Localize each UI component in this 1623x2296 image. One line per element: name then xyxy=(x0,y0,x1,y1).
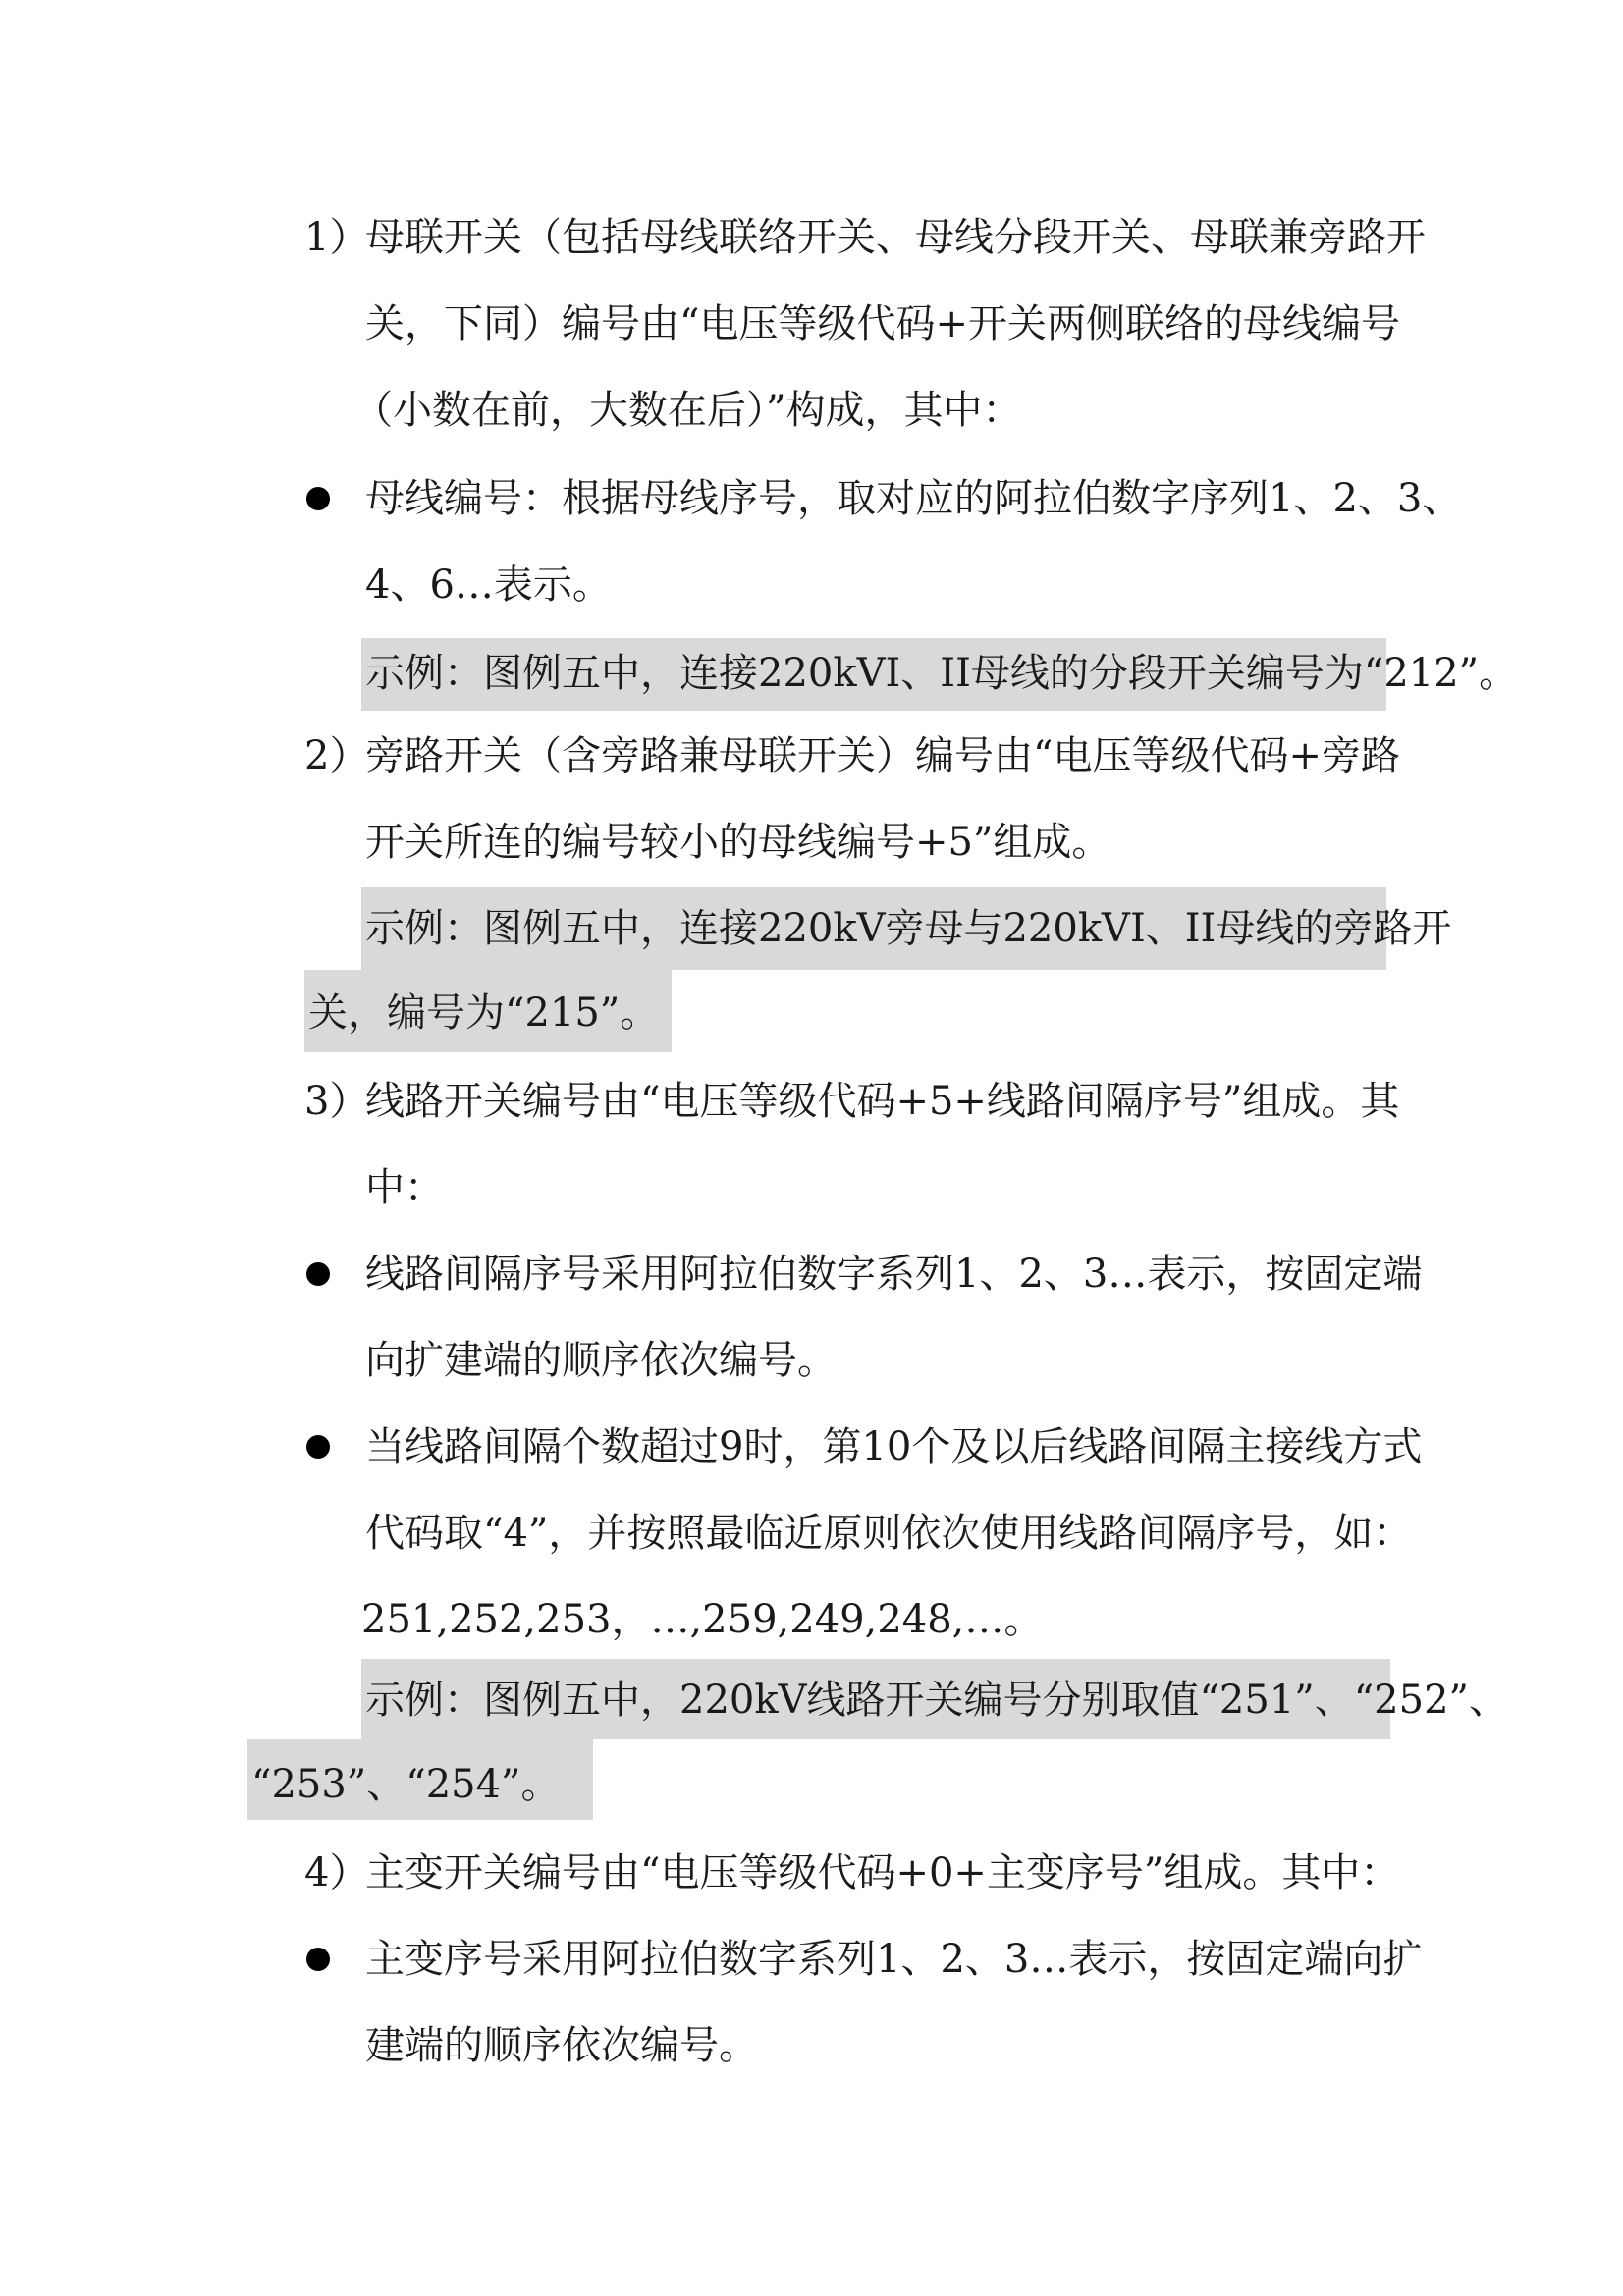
item-2-text-line1: 旁路开关（含旁路兼母联开关）编号由“电压等级代码+旁路 xyxy=(365,733,1400,778)
bullet-bay-number-line2: 向扩建端的顺序依次编号。 xyxy=(365,1338,837,1383)
item-1-text-line2: 关，下同）编号由“电压等级代码+开关两侧联络的母线编号 xyxy=(365,301,1400,347)
bullet-over-nine-line1: 当线路间隔个数超过9时，第10个及以后线路间隔主接线方式 xyxy=(365,1424,1423,1469)
item-2-number: 2） xyxy=(304,733,369,778)
item-1-text-line3: （小数在前，大数在后）”构成，其中： xyxy=(353,388,1022,433)
example-2-text-line2: 关，编号为“215”。 xyxy=(308,990,660,1036)
bullet-icon xyxy=(306,1948,330,1971)
example-2-text-line1: 示例：图例五中，连接220kV旁母与220kVI、II母线的旁路开 xyxy=(365,906,1452,951)
example-3-text-line1: 示例：图例五中，220kV线路开关编号分别取值“251”、“252”、 xyxy=(365,1678,1508,1723)
example-1-text: 示例：图例五中，连接220kVI、II母线的分段开关编号为“212”。 xyxy=(365,651,1519,696)
item-3-number: 3） xyxy=(304,1079,369,1124)
item-4-text-line1: 主变开关编号由“电压等级代码+0+主变序号”组成。其中： xyxy=(365,1850,1400,1896)
bullet-over-nine-line2: 代码取“4”，并按照最临近原则依次使用线路间隔序号，如： xyxy=(365,1511,1413,1556)
item-4-number: 4） xyxy=(304,1850,369,1896)
item-3-text-line1: 线路开关编号由“电压等级代码+5+线路间隔序号”组成。其 xyxy=(365,1079,1400,1124)
item-1-number: 1） xyxy=(304,215,369,260)
example-3-text-line2: “253”、“254”。 xyxy=(251,1762,561,1807)
bullet-icon xyxy=(306,487,330,510)
item-3-text-line2: 中： xyxy=(365,1165,444,1210)
bullet-transformer-line2: 建端的顺序依次编号。 xyxy=(365,2023,758,2068)
bullet-bay-number-line1: 线路间隔序号采用阿拉伯数字系列1、2、3…表示，按固定端 xyxy=(365,1252,1423,1297)
bullet-icon xyxy=(306,1435,330,1459)
bullet-transformer-line1: 主变序号采用阿拉伯数字系列1、2、3…表示，按固定端向扩 xyxy=(365,1937,1423,1982)
bullet-icon xyxy=(306,1262,330,1286)
bullet-over-nine-line3: 251,252,253，…,259,249,248,…。 xyxy=(361,1597,1044,1642)
item-2-text-line2: 开关所连的编号较小的母线编号+5”组成。 xyxy=(365,820,1111,865)
item-1-text-line1: 母联开关（包括母线联络开关、母线分段开关、母联兼旁路开 xyxy=(365,215,1426,260)
bullet-busbar-line1: 母线编号：根据母线序号，取对应的阿拉伯数字序列1、2、3、 xyxy=(365,476,1462,521)
bullet-busbar-line2: 4、6…表示。 xyxy=(365,562,612,608)
